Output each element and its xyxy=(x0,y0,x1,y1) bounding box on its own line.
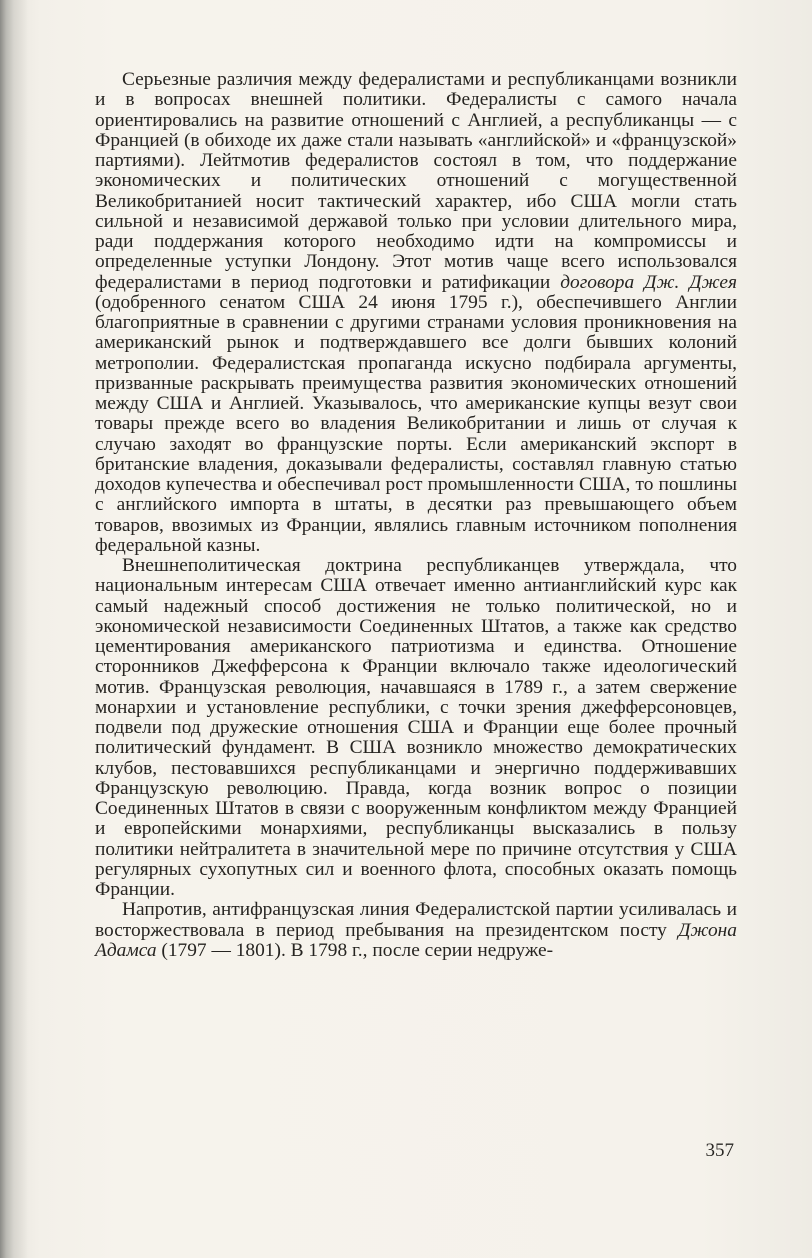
paragraph-1-italic: договора Дж. Джея xyxy=(560,271,737,293)
paragraph-3-italic: Джона Адамса xyxy=(95,919,737,961)
paragraph-1 xyxy=(95,70,737,556)
paragraph-3 xyxy=(95,900,737,961)
paragraph-1-text-before: Серьезные различия между федералистами и республиканцами возникли и в вопросах внешней политики. Федералисты с самого начала ориентировались на развитие отношений с Англией, а республиканцы — с Францией (в обиходе их даже стали называть «английской» и «французской» партиями). Лейтмотив федералистов состоял в том, что поддержание экономических и политических отношений с могущественной Великобританией носит тактический характер, ибо США могли стать сильной и независимой державой только при условии длительного мира, ради поддержания которого необходимо идти на компромиссы и определенные уступки Лондону. Этот мотив чаще всего использовался федералистами в период подготовки и ратификации xyxy=(95,69,737,293)
paragraph-3-text-after: (1797 — 1801). В 1798 г., после серии недруже- xyxy=(156,939,554,961)
page-number: 357 xyxy=(705,1140,734,1161)
paragraph-3-text-before: Напротив, антифранцузская линия Федералистской партии усиливалась и восторжествовала в период пребывания на президентском посту xyxy=(95,899,737,941)
body-text xyxy=(95,70,737,961)
paragraph-2-text-before: Внешнеполитическая доктрина республиканцев утверждала, что национальным интересам США отвечает именно антианглийский курс как самый надежный способ достижения не только политической, но и экономической независимости Соединенных Штатов, а также как средство цементирования американского патриотизма и единства. Отношение сторонников Джефферсона к Франции включало также идеологический мотив. Французская революция, начавшаяся в 1789 г., а затем свержение монархии и установление республики, с точки зрения джефферсоновцев, подвели под дружеские отношения США и Франции еще более прочный политический фундамент. В США возникло множество демократических клубов, пестовавшихся республиканцами и энергично поддерживавших Французскую революцию. Правда, когда возник вопрос о позиции Соединенных Штатов в связи с вооруженным конфликтом между Францией и европейскими монархиями, республиканцы высказались в пользу политики нейтралитета в значительной мере по причине отсутствия у США регулярных сухопутных сил и военного флота, способных оказать помощь Франции. xyxy=(95,555,737,900)
paragraph-1-text-after: (одобренного сенатом США 24 июня 1795 г.), обеспечившего Англии благоприятные в сравнении с другими странами условия проникновения на американский рынок и подтверждавшего все долги бывших колоний метрополии. Федералистская пропаганда искусно подбирала аргументы, призванные раскрывать преимущества развития экономических отношений между США и Англией. Указывалось, что американские купцы везут свои товары прежде всего во владения Великобритании и лишь от случая к случаю заходят во французские порты. Если американский экспорт в британские владения, доказывали федералисты, составлял главную статью доходов купечества и обеспечивал рост промышленности США, то пошлины с английского импорта в штаты, в десятки раз превышающего объем товаров, ввозимых из Франции, являлись главным источником пополнения федеральной казны. xyxy=(95,291,737,556)
binding-shadow xyxy=(0,0,28,1258)
paragraph-2 xyxy=(95,556,737,900)
